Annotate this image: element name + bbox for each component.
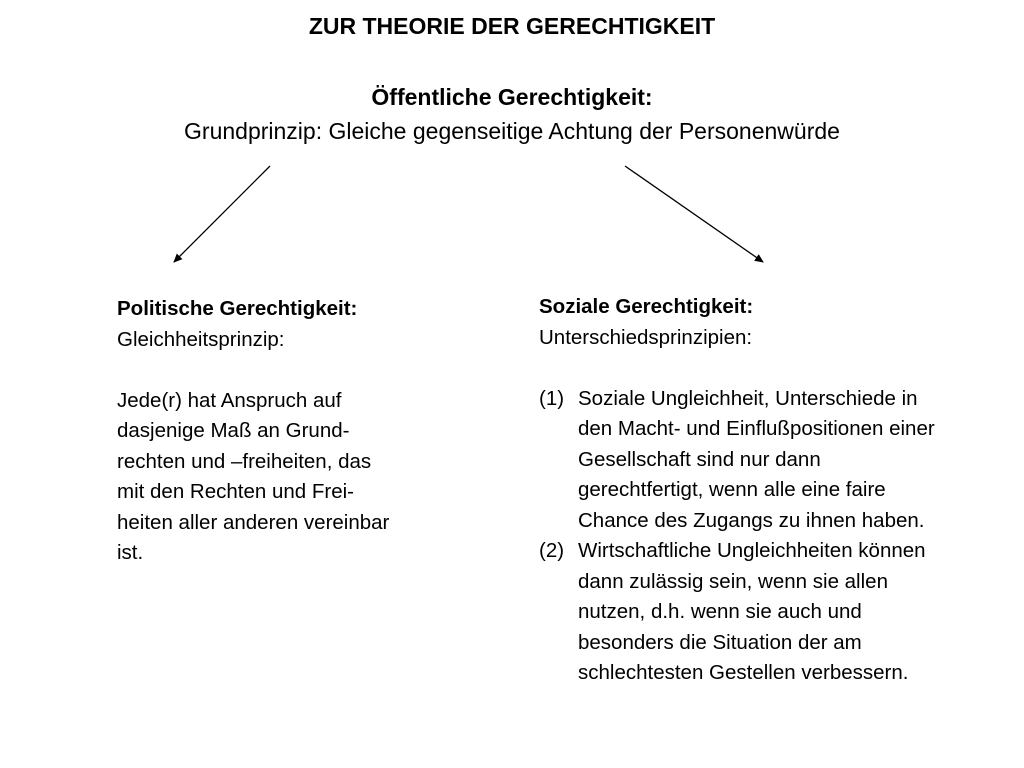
text-line: Soziale Ungleichheit, Unterschiede in xyxy=(578,386,918,410)
principle-item-2 xyxy=(539,536,1024,689)
text-line: mit den Rechten und Frei- xyxy=(117,480,355,503)
arrow-left xyxy=(174,166,270,262)
public-justice-heading: Öffentliche Gerechtigkeit: xyxy=(371,84,653,110)
text-line: den Macht- und Einflußpositionen einer xyxy=(578,417,935,440)
text-line: dasjenige Maß an Grund- xyxy=(117,419,350,442)
spacer xyxy=(117,355,467,386)
text-line: Gesellschaft sind nur dann xyxy=(578,447,821,471)
social-justice-heading: Soziale Gerechtigkeit: xyxy=(539,295,754,318)
spacer xyxy=(539,353,1024,384)
text-line: Jede(r) hat Anspruch auf xyxy=(117,388,342,412)
text-line: Wirtschaftliche Ungleichheiten können xyxy=(578,539,926,562)
social-justice-principle: Unterschiedsprinzipien: xyxy=(539,325,753,349)
text-line: gerechtfertigt, wenn alle eine faire xyxy=(578,478,886,501)
public-justice-principle: Grundprinzip: Gleiche gegenseitige Achtung der Personenwürde xyxy=(184,118,840,144)
political-justice-block xyxy=(117,294,467,569)
item-number: (1) xyxy=(539,386,565,410)
page-title: ZUR THEORIE DER GERECHTIGKEIT xyxy=(308,13,716,39)
text-line: dann zulässig sein, wenn sie allen xyxy=(578,569,888,593)
political-justice-text xyxy=(117,386,467,569)
text-line: heiten aller anderen vereinbar xyxy=(117,510,390,534)
text-line: ist. xyxy=(117,541,144,564)
social-justice-block xyxy=(539,292,1024,689)
text-line: nutzen, d.h. wenn sie auch und xyxy=(578,600,862,623)
arrow-right xyxy=(625,166,763,262)
text-line: besonders die Situation der am xyxy=(578,630,862,654)
item-number: (2) xyxy=(539,539,565,562)
text-line: rechten und –freiheiten, das xyxy=(117,449,372,473)
text-line: Chance des Zugangs zu ihnen haben. xyxy=(578,508,925,532)
principle-item-1 xyxy=(539,384,1024,537)
political-justice-principle: Gleichheitsprinzip: xyxy=(117,327,285,351)
text-line: schlechtesten Gestellen verbessern. xyxy=(578,661,909,684)
political-justice-heading: Politische Gerechtigkeit: xyxy=(117,297,358,320)
